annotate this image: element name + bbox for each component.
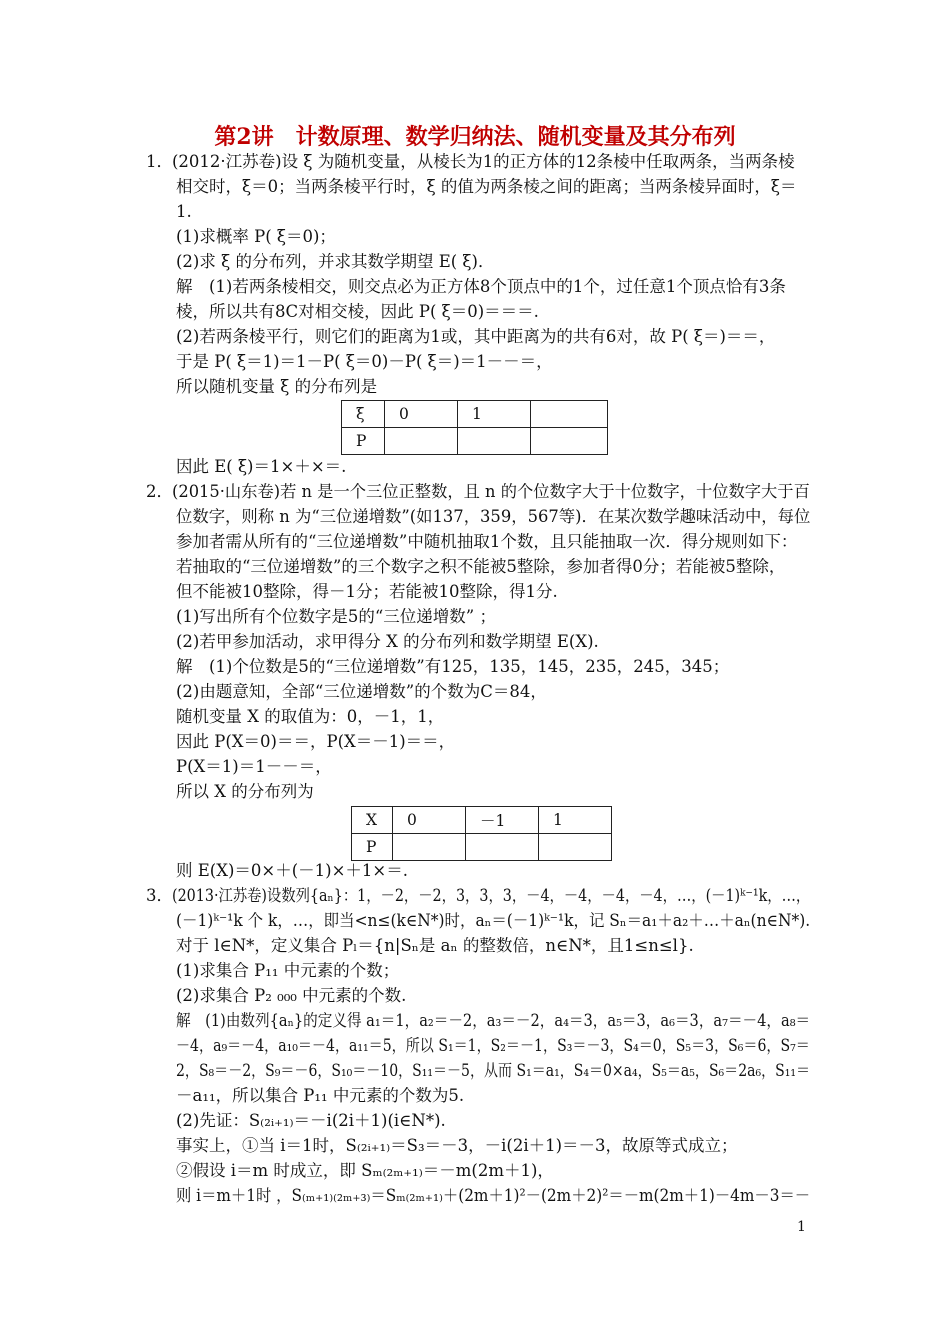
text-line: 位数字，则称 n 为“三位递增数”(如137，359，567等)．在某次数学趣味活动中，每位 bbox=[176, 507, 811, 526]
text-line: (2012·江苏卷)设 ξ 为随机变量，从棱长为1的正方体的12条棱中任取两条，当两条棱 bbox=[172, 152, 795, 171]
text-line: (2)若甲参加活动，求甲得分 X 的分布列和数学期望 E(X). bbox=[176, 632, 599, 651]
table-cell: －1 bbox=[466, 807, 539, 834]
text-line: 事实上，①当 i＝1时，S₍₂ᵢ₊₁₎＝S₃＝－3，－i(2i＋1)＝－3，故原等式成立； bbox=[176, 1136, 738, 1155]
table-cell bbox=[539, 834, 612, 861]
text-line: 棱，所以共有8C对相交棱，因此 P( ξ＝0)＝＝＝. bbox=[176, 302, 539, 321]
page-title: 第2讲 计数原理、数学归纳法、随机变量及其分布列 bbox=[214, 124, 736, 150]
text-line: 解 (1)若两条棱相交，则交点必为正方体8个顶点中的1个，过任意1个顶点恰有3条 bbox=[176, 277, 786, 296]
table-cell bbox=[531, 428, 608, 455]
text-line: (2015·山东卷)若 n 是一个三位正整数，且 n 的个位数字大于十位数字，十位数字大于百 bbox=[172, 482, 810, 501]
text-line: 所以 X 的分布列为 bbox=[176, 782, 314, 801]
text-line: 若抽取的“三位递增数”的三个数字之积不能被5整除，参加者得0分；若能被5整除， bbox=[176, 557, 786, 576]
text-line: －a₁₁，所以集合 P₁₁ 中元素的个数为5. bbox=[176, 1086, 465, 1105]
text-line: 则 E(X)＝0×＋(－1)×＋1×＝. bbox=[176, 861, 408, 880]
text-line: 对于 l∈N*，定义集合 Pₗ＝{n|Sₙ是 aₙ 的整数倍，n∈N*，且1≤n≤l}. bbox=[176, 936, 694, 955]
table-cell: ξ bbox=[342, 401, 385, 428]
table-cell: 1 bbox=[539, 807, 612, 834]
table-cell bbox=[531, 401, 608, 428]
text-line: (2013·江苏卷)设数列{aₙ}：1，－2，－2，3，3，3，－4，－4，－4，－4，…，(－1)ᵏ⁻¹k，…， bbox=[172, 886, 811, 905]
text-line: －4，a₉＝－4，a₁₀＝－4，a₁₁＝5，所以 S₁＝1，S₂＝－1，S₃＝－3，S₄＝0，S₅＝3，S₆＝6，S₇＝ bbox=[176, 1036, 810, 1055]
text-line: (2)先证：S₍₂ᵢ₊₁₎＝－i(2i＋1)(i∈N*). bbox=[176, 1111, 446, 1130]
table-cell: P bbox=[352, 834, 393, 861]
text-line: (2)若两条棱平行，则它们的距离为1或，其中距离为的共有6对，故 P( ξ＝)＝＝， bbox=[176, 327, 776, 346]
table-cell: P bbox=[342, 428, 385, 455]
text-line: 因此 E( ξ)＝1×＋×＝. bbox=[176, 457, 347, 476]
text-line: ②假设 i＝m 时成立，即 Sₘ₍₂ₘ₊₁₎＝－m(2m＋1)， bbox=[176, 1161, 554, 1180]
problem-number: 3． bbox=[146, 886, 173, 905]
text-line: 但不能被10整除，得－1分；若能被10整除，得1分. bbox=[176, 582, 558, 601]
text-line: 参加者需从所有的“三位递增数”中随机抽取1个数，且只能抽取一次．得分规则如下： bbox=[176, 532, 798, 551]
text-line: 2，S₈＝－2，S₉＝－6，S₁₀＝－10，S₁₁＝－5，从而 S₁＝a₁，S₄＝0×a₄，S₅＝a₅，S₆＝2a₆，S₁₁＝ bbox=[176, 1061, 810, 1080]
table-row bbox=[352, 807, 612, 834]
text-line: 则 i＝m＋1时 ，S₍ₘ₊₁₎₍₂ₘ₊₃₎＝Sₘ₍₂ₘ₊₁₎＋(2m＋1)²－(2m＋2)²＝－m(2m＋1)－4m－3＝－ bbox=[176, 1186, 811, 1205]
table-cell: 1 bbox=[458, 401, 531, 428]
text-line: 解 (1)个位数是5的“三位递增数”有125，135，145，235，245，345； bbox=[176, 657, 730, 676]
table-cell: 0 bbox=[393, 807, 466, 834]
table-cell bbox=[385, 428, 458, 455]
table-row bbox=[342, 401, 608, 428]
problem-number: 2． bbox=[146, 482, 173, 501]
table-cell: 0 bbox=[385, 401, 458, 428]
distribution-table-x bbox=[351, 806, 612, 861]
table-cell bbox=[393, 834, 466, 861]
distribution-table-xi bbox=[341, 400, 608, 455]
text-line: 解 (1)由数列{aₙ}的定义得 a₁＝1，a₂＝－2，a₃＝－2，a₄＝3，a₅＝3，a₆＝3，a₇＝－4，a₈＝ bbox=[176, 1011, 811, 1030]
text-line: (1)求集合 P₁₁ 中元素的个数； bbox=[176, 961, 400, 980]
text-line: (2)求集合 P₂ ₀₀₀ 中元素的个数. bbox=[176, 986, 407, 1005]
text-line: (2)由题意知，全部“三位递增数”的个数为C＝84， bbox=[176, 682, 547, 701]
text-line: 所以随机变量 ξ 的分布列是 bbox=[176, 377, 378, 396]
text-line: (1)求概率 P( ξ＝0)； bbox=[176, 227, 336, 246]
table-cell bbox=[466, 834, 539, 861]
text-line: 相交时，ξ＝0；当两条棱平行时，ξ 的值为两条棱之间的距离；当两条棱异面时，ξ＝ bbox=[176, 177, 797, 196]
problem-number: 1． bbox=[146, 152, 173, 171]
table-row bbox=[342, 428, 608, 455]
text-line: (1)写出所有个位数字是5的“三位递增数” ； bbox=[176, 607, 496, 626]
text-line: 因此 P(X＝0)＝＝，P(X＝－1)＝＝， bbox=[176, 732, 456, 751]
table-cell: X bbox=[352, 807, 393, 834]
text-line: 于是 P( ξ＝1)＝1－P( ξ＝0)－P( ξ＝)＝1－－＝， bbox=[176, 352, 553, 371]
page-number: 1 bbox=[797, 1219, 806, 1235]
text-line: (－1)ᵏ⁻¹k 个 k，…，即当<n≤(k∈N*)时，aₙ＝(－1)ᵏ⁻¹k，记 Sₙ＝a₁＋a₂＋…＋aₙ(n∈N*). bbox=[176, 911, 811, 930]
table-row bbox=[352, 834, 612, 861]
text-line: (2)求 ξ 的分布列，并求其数学期望 E( ξ)． bbox=[176, 252, 495, 271]
text-line: P(X＝1)＝1－－＝， bbox=[176, 757, 332, 776]
text-line: 随机变量 X 的取值为：0，－1，1， bbox=[176, 707, 445, 726]
table-cell bbox=[458, 428, 531, 455]
text-line: 1. bbox=[176, 202, 192, 221]
